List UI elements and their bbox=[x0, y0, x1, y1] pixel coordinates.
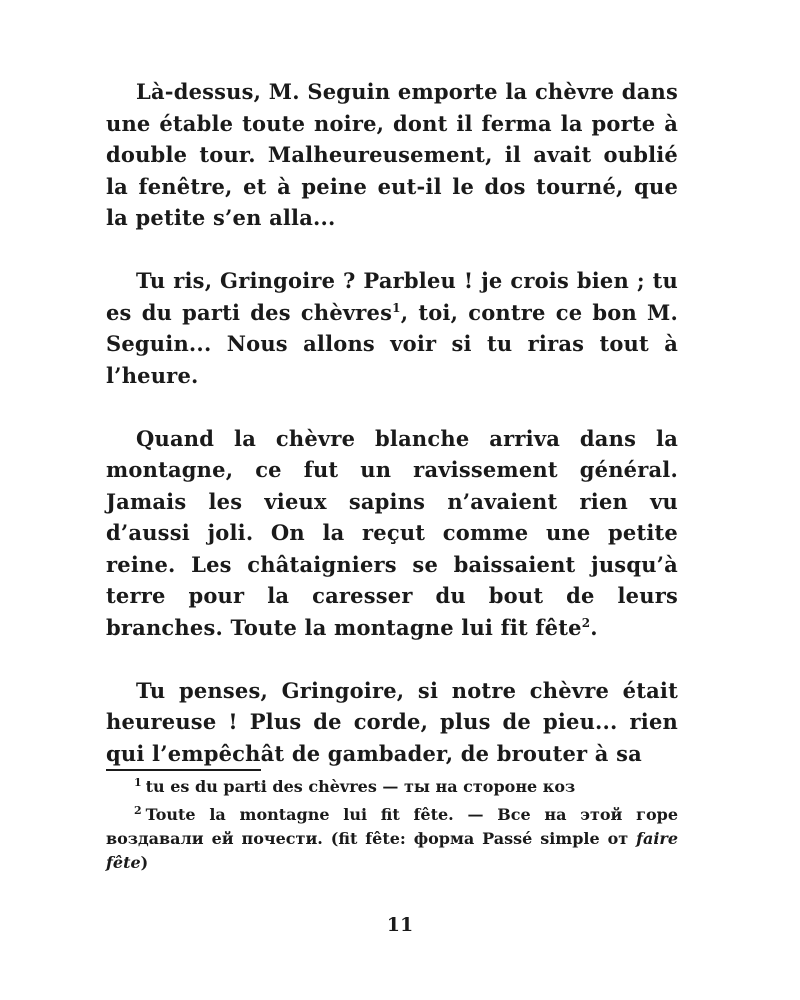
paragraph-2-text-start: Tu ris, Gringoire ? Parbleu ! je crois bien ; tu es du parti des chèvres bbox=[106, 268, 678, 325]
paragraph-2-text-end: , toi, contre ce bon M. Seguin... Nous allons voir si tu riras tout à l’heure. bbox=[106, 299, 679, 388]
footnote-2-marker: 2 bbox=[134, 803, 142, 817]
paragraph-2 bbox=[106, 265, 678, 391]
footnote-ref-2: 2 bbox=[581, 615, 591, 630]
footnote-1 bbox=[106, 775, 678, 799]
footnote-1-text: tu es du parti des chèvres — ты на стороне коз bbox=[145, 777, 576, 796]
paragraph-4: Tu penses, Gringoire, si notre chèvre était heureuse ! Plus de corde, plus de pieu... rien qui l’empêchât de gambader, de brouter à sa bbox=[106, 677, 678, 766]
paragraph-3-text-end: . bbox=[590, 614, 598, 640]
page-number: 11 bbox=[386, 914, 414, 936]
paragraph-3 bbox=[106, 423, 678, 644]
footnote-2-text-end: ) bbox=[140, 853, 149, 872]
footnotes bbox=[106, 775, 678, 879]
main-text bbox=[106, 76, 678, 769]
footnote-1-marker: 1 bbox=[134, 775, 142, 789]
footnote-divider bbox=[106, 769, 261, 771]
footnote-2 bbox=[106, 803, 678, 875]
footnote-ref-1: 1 bbox=[392, 300, 401, 315]
paragraph-3-text-start: Quand la chèvre blanche arriva dans la montagne, ce fut un ravissement général. Jamais les vieux sapins n’avaient rien vu d’aussi joli. On la reçut comme une petite reine. Les châtaigniers se baissaient jusqu’à terre pour la caresser du bout de leurs branches. Toute la montagne lui fit fête bbox=[106, 425, 678, 640]
footnote-2-text-start: Toute la montagne lui fit fête. — Все на этой горе воздавали ей почести. (fit fête: форма Passé simple от bbox=[106, 805, 678, 848]
paragraph-1: Là-dessus, M. Seguin emporte la chèvre dans une étable toute noire, dont il ferma la porte à double tour. Malheureusement, il avait oublié la fenêtre, et à peine eut-il le dos tourné, que la petite s’en alla... bbox=[106, 79, 678, 230]
footnote-2-italic: faire fête bbox=[106, 829, 678, 872]
